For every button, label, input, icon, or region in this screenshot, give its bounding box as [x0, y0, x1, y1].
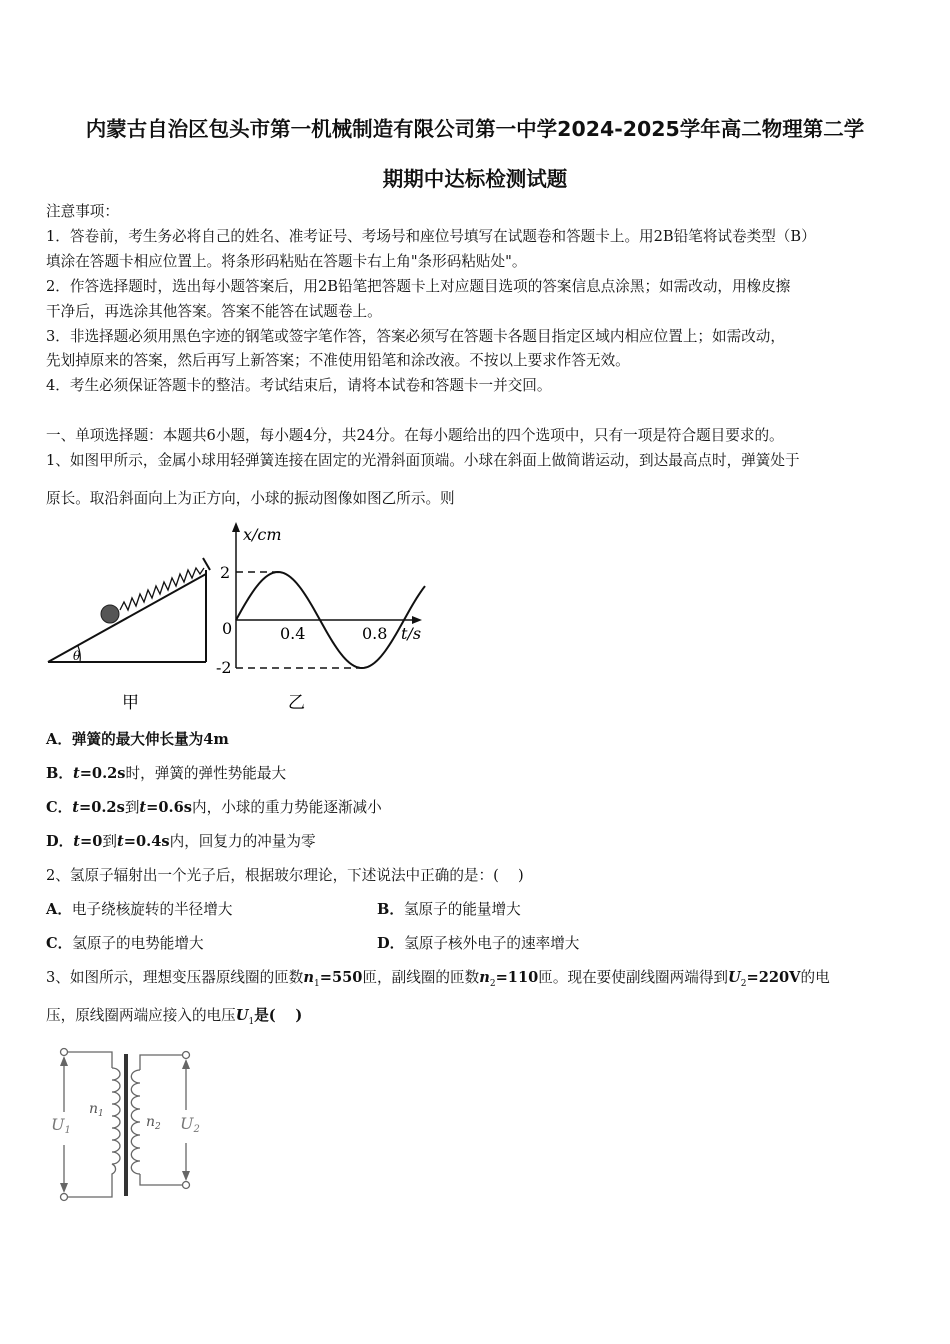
figure-right-caption: 乙 — [288, 693, 305, 713]
q3-text: 匝。现在要使副线圈两端得到 — [538, 969, 729, 986]
u2-up-arrow-icon — [182, 1059, 190, 1069]
q3-text: 压，原线圈两端应接入的电压 — [46, 1007, 236, 1024]
option-text: 到 — [124, 799, 140, 816]
n2-variable: n — [479, 969, 490, 986]
y-tick-negative: -2 — [216, 658, 232, 677]
spring — [120, 568, 204, 610]
option-letter: A． — [46, 731, 72, 748]
figure-left-caption: 甲 — [122, 693, 139, 713]
u2-value: =220V — [746, 969, 801, 986]
n1-value: =550 — [319, 969, 363, 986]
secondary-wire-top — [140, 1055, 182, 1070]
q3-stem-line-2 — [46, 1006, 302, 1032]
option-text: 时，弹簧的弹性势能最大 — [125, 765, 287, 782]
notice-line: 先划掉原来的答案，然后再写上新答案；不准使用铅笔和涂改液。不按以上要求作答无效。 — [46, 352, 630, 369]
y-axis-arrow-icon — [232, 522, 240, 532]
q1-option-c[interactable] — [46, 798, 382, 818]
u2-label — [180, 1114, 200, 1135]
metal-ball — [101, 605, 119, 623]
option-text: 电子绕核旋转的半径增大 — [71, 901, 233, 918]
incline-diagram — [48, 558, 210, 713]
option-value: =0.4s — [123, 833, 170, 850]
q2-option-b[interactable] — [377, 900, 521, 920]
n2-value: =110 — [495, 969, 539, 986]
q2-stem: 2、氢原子辐射出一个光子后，根据玻尔理论，下述说法中正确的是：( ) — [46, 867, 524, 884]
option-value: =0.2s — [78, 799, 125, 816]
q1-figure — [40, 518, 440, 718]
xt-graph — [216, 522, 425, 713]
time-variable: t — [117, 833, 124, 850]
n1-label — [89, 1101, 104, 1119]
section-1-heading: 一、单项选择题：本题共6小题，每小题4分，共24分。在每小题给出的四个选项中，只有一项是符合题目要求的。 — [46, 427, 784, 444]
time-variable: t — [139, 799, 147, 816]
option-text: 到 — [102, 833, 117, 850]
n1-variable: n — [303, 969, 315, 986]
u2-symbol: U — [180, 1114, 194, 1133]
exam-title-line-1: 内蒙古自治区包头市第一机械制造有限公司第一中学2024-2025学年高二物理第二学 — [85, 117, 865, 141]
q3-text: 3、如图所示，理想变压器原线圈的匝数 — [46, 969, 304, 986]
u2-down-arrow-icon — [182, 1171, 190, 1181]
option-letter: A． — [46, 901, 72, 918]
option-letter: D． — [377, 935, 405, 952]
x-axis-label: t/s — [401, 624, 422, 643]
notice-line: 2．作答选择题时，选出每小题答案后，用2B铅笔把答题卡上对应题目选项的答案信息点涂黑；如需改动，用橡皮擦 — [46, 278, 791, 295]
notice-line: 填涂在答题卡相应位置上。将条形码粘贴在答题卡右上角"条形码粘贴处"。 — [46, 253, 527, 270]
secondary-wire-bottom — [140, 1174, 182, 1185]
option-letter: C． — [46, 935, 73, 952]
time-variable: t — [73, 833, 80, 850]
angle-label: θ — [73, 649, 81, 663]
x-tick-0-4: 0.4 — [280, 624, 306, 643]
q2-option-c[interactable] — [46, 934, 204, 954]
notice-line: 4．考生必须保证答题卡的整洁。考试结束后，请将本试卷和答题卡一并交回。 — [46, 377, 552, 394]
transformer-core — [124, 1054, 128, 1196]
terminal-u1-bottom — [61, 1194, 68, 1201]
x-tick-0-8: 0.8 — [362, 624, 388, 643]
primary-coil — [112, 1068, 120, 1186]
u2-label-subscript: 2 — [193, 1124, 200, 1135]
q3-text: 是( ) — [254, 1007, 303, 1024]
q3-stem-line-1 — [46, 968, 830, 994]
q2-option-a[interactable] — [46, 900, 232, 920]
option-text: 氢原子的电势能增大 — [72, 935, 204, 952]
y-axis-label: x/cm — [243, 525, 282, 544]
option-letter: B． — [46, 765, 73, 782]
option-text: 内，小球的重力势能逐渐减小 — [192, 799, 382, 816]
time-variable: t — [72, 765, 80, 782]
q1-option-d[interactable] — [46, 832, 316, 852]
option-value: =0.6s — [146, 799, 193, 816]
u2-variable: U — [728, 969, 741, 986]
option-text: 内，回复力的冲量为零 — [169, 833, 316, 850]
n1-label-subscript: 1 — [98, 1109, 104, 1119]
n2-symbol: n — [146, 1114, 156, 1130]
primary-wire-bottom — [68, 1186, 112, 1197]
u1-subscript: 1 — [248, 1016, 255, 1027]
u1-label-subscript: 1 — [64, 1125, 71, 1136]
exam-title-line-2: 期期中达标检测试题 — [382, 167, 568, 191]
transformer-figure — [40, 1040, 220, 1210]
n2-label-subscript: 2 — [155, 1122, 161, 1132]
notice-heading: 注意事项： — [46, 203, 119, 220]
time-variable: t — [72, 799, 79, 816]
n1-subscript: 1 — [314, 978, 320, 989]
n2-label — [146, 1114, 161, 1132]
terminal-u2-bottom — [183, 1182, 190, 1189]
option-value: =0.2s — [79, 765, 126, 782]
u1-up-arrow-icon — [60, 1056, 68, 1066]
u1-variable: U — [235, 1007, 249, 1024]
u1-down-arrow-icon — [60, 1183, 68, 1193]
x-axis-arrow-icon — [412, 616, 422, 624]
n1-symbol: n — [89, 1101, 99, 1117]
secondary-coil — [131, 1070, 140, 1174]
y-tick-positive: 2 — [220, 563, 231, 582]
notice-line: 1．答卷前，考生务必将自己的姓名、准考证号、考场号和座位号填写在试题卷和答题卡上。用2B铅笔将试卷类型（B） — [46, 228, 816, 245]
q3-text: 匝，副线圈的匝数 — [362, 969, 480, 986]
option-letter: B． — [377, 901, 404, 918]
incline-slope — [48, 574, 206, 662]
option-text: 氢原子的能量增大 — [403, 901, 521, 918]
notice-line: 干净后，再选涂其他答案。答案不能答在试题卷上。 — [46, 303, 382, 320]
option-letter: C． — [46, 799, 73, 816]
option-text: 氢原子核外电子的速率增大 — [404, 935, 580, 952]
q1-stem-line-1: 1、如图甲所示，金属小球用轻弹簧连接在固定的光滑斜面顶端。小球在斜面上做简谐运动，到达最高点时，弹簧处于 — [46, 452, 800, 469]
terminal-u1-top — [61, 1049, 68, 1056]
q1-option-a[interactable] — [46, 730, 229, 750]
option-text: 弹簧的最大伸长量为4m — [71, 731, 229, 748]
n2-subscript: 2 — [489, 978, 496, 989]
origin-label: 0 — [222, 619, 233, 638]
q2-option-d[interactable] — [377, 934, 579, 954]
q1-stem-line-2: 原长。取沿斜面向上为正方向，小球的振动图像如图乙所示。则 — [46, 490, 455, 507]
primary-wire-top — [68, 1052, 112, 1068]
option-value: =0 — [80, 833, 103, 850]
notice-line: 3．非选择题必须用黑色字迹的钢笔或签字笔作答，答案必须写在答题卡各题目指定区域内相应位置上；如需改动， — [46, 328, 785, 345]
q3-text: 的电 — [800, 969, 830, 986]
q1-option-b[interactable] — [46, 764, 286, 784]
terminal-u2-top — [183, 1052, 190, 1059]
u1-symbol: U — [51, 1115, 65, 1134]
u2-subscript: 2 — [740, 978, 747, 989]
u1-label — [51, 1115, 71, 1136]
option-letter: D． — [46, 833, 74, 850]
